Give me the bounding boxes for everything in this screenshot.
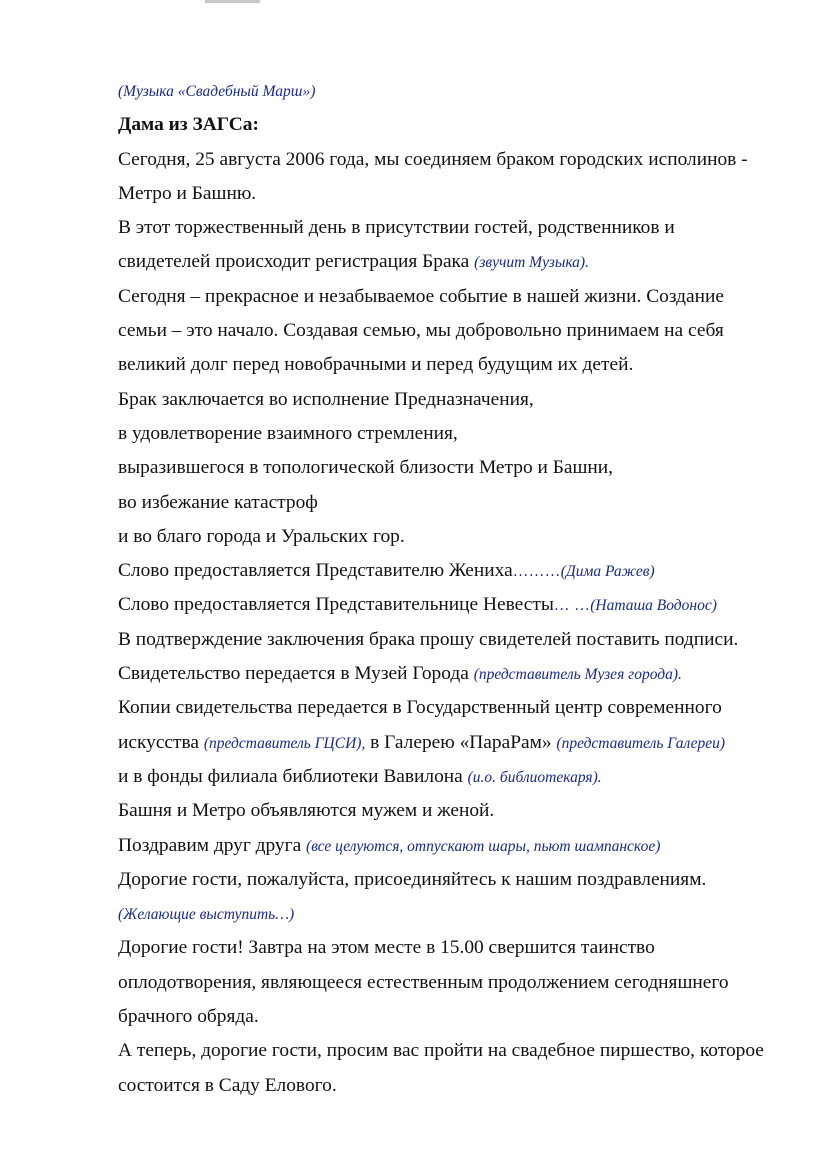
text-line-16 (118, 657, 808, 691)
line-text: Слово предоставляется Представительнице Невесты (118, 594, 554, 616)
line-text: Свидетельство передается в Музей Города (118, 663, 474, 685)
text-line-6: семьи – это начало. Создавая семью, мы добровольно принимаем на себя (118, 320, 724, 342)
text-line-10: выразившегося в топологической близости Метро и Башни, (118, 457, 613, 479)
line-text: свидетелей происходит регистрация Брака (118, 251, 475, 273)
text-line-9: в удовлетворение взаимного стремления, (118, 422, 458, 444)
stage-direction: (представитель ГЦСИ), (203, 734, 366, 752)
stage-direction: (представитель Галереи) (556, 734, 726, 752)
stage-direction: (Наташа Водонос) (590, 597, 717, 615)
text-line-24: Дорогие гости! Завтра на этом месте в 15.00 свершится таинство (118, 937, 655, 959)
scan-edge-mark (205, 0, 260, 3)
dots: ……… (512, 563, 561, 581)
line-text: Слово предоставляется Представителю Жениха (118, 560, 513, 582)
dots: … … (553, 597, 591, 615)
text-line-17: Копии свидетельства передается в Государственный центр современного (118, 697, 722, 719)
text-line-25: оплодотворения, являющееся естественным продолжением сегодняшнего (118, 971, 729, 993)
line-text: Поздравим друг друга (118, 834, 307, 856)
stage-direction: (звучит Музыка). (474, 254, 589, 272)
text-line-27: А теперь, дорогие гости, просим вас пройти на свадебное пиршество, которое (118, 1040, 764, 1062)
text-line-13 (118, 554, 808, 588)
text-line-19 (118, 760, 808, 794)
stage-direction: (Дима Ражев) (560, 563, 655, 581)
text-line-18 (118, 726, 808, 760)
text-line-28: состоится в Саду Елового. (118, 1074, 337, 1096)
text-line-1: Сегодня, 25 августа 2006 года, мы соединяем браком городских исполинов - (118, 148, 748, 170)
text-line-15: В подтверждение заключения брака прошу свидетелей поставить подписи. (118, 628, 739, 650)
text-line-14 (118, 588, 808, 622)
text-line-7: великий долг перед новобрачными и перед будущим их детей. (118, 354, 634, 376)
stage-direction: (все целуются, отпускают шары, пьют шампанское) (306, 837, 661, 855)
stage-direction: (представитель Музея города). (473, 666, 682, 684)
text-line-2: Метро и Башню. (118, 182, 257, 204)
line-text: и в фонды филиала библиотеки Вавилона (118, 765, 468, 787)
text-line-21 (118, 829, 808, 863)
line-text: в Галерею «ПараРам» (365, 731, 557, 753)
speaker-heading: Дама из ЗАГСа: (118, 114, 259, 136)
line-text: искусства (118, 731, 204, 753)
text-line-5: Сегодня – прекрасное и незабываемое событие в нашей жизни. Создание (118, 285, 724, 307)
text-line-20: Башня и Метро объявляются мужем и женой. (118, 800, 495, 822)
intro-stage-note (118, 74, 808, 108)
text-line-22: Дорогие гости, пожалуйста, присоединяйтесь к нашим поздравлениям. (118, 868, 707, 890)
stage-direction: (и.о. библиотекаря). (467, 768, 602, 786)
document-page (118, 74, 808, 1103)
stage-direction: (Музыка «Свадебный Марш») (118, 83, 316, 100)
text-line-8: Брак заключается во исполнение Предназначения, (118, 388, 534, 410)
text-line-23 (118, 897, 808, 931)
stage-direction: (Желающие выступить…) (118, 906, 295, 924)
text-line-12: и во благо города и Уральских гор. (118, 525, 405, 547)
text-line-26: брачного обряда. (118, 1006, 259, 1028)
text-line-11: во избежание катастроф (118, 491, 318, 513)
text-line-3: В этот торжественный день в присутствии гостей, родственников и (118, 217, 675, 239)
text-line-4 (118, 245, 808, 279)
